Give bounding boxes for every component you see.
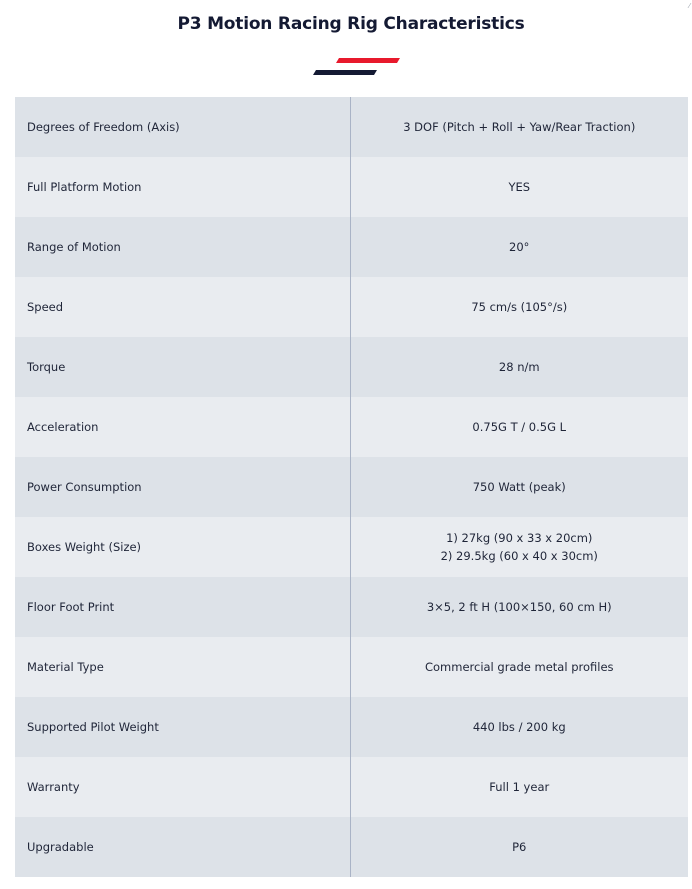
spec-label: Supported Pilot Weight (15, 697, 350, 757)
accent-stripe-navy (313, 70, 377, 75)
spec-value-line: 750 Watt (peak) (472, 480, 566, 494)
spec-value-line: YES (508, 180, 531, 194)
spec-row (15, 337, 688, 397)
spec-value-line: 1) 27kg (90 x 33 x 20cm) (446, 531, 593, 545)
spec-value (350, 757, 688, 817)
spec-table-body (15, 97, 688, 877)
spec-value-line: 440 lbs / 200 kg (472, 720, 566, 734)
spec-row (15, 637, 688, 697)
accent-stripe-red (336, 58, 400, 63)
spec-value (350, 517, 688, 577)
spec-value (350, 397, 688, 457)
spec-value-line: 3 DOF (Pitch + Roll + Yaw/Rear Traction) (403, 120, 636, 134)
spec-value (350, 457, 688, 517)
spec-label: Degrees of Freedom (Axis) (15, 97, 350, 157)
title-accent-stripes-icon (312, 57, 402, 77)
spec-value-line: 20° (509, 240, 530, 254)
page-title: P3 Motion Racing Rig Characteristics (177, 14, 525, 34)
spec-row (15, 217, 688, 277)
spec-label: Warranty (15, 757, 350, 817)
spec-row (15, 397, 688, 457)
spec-label: Boxes Weight (Size) (15, 517, 350, 577)
spec-value (350, 157, 688, 217)
spec-label: Material Type (15, 637, 350, 697)
spec-value (350, 637, 688, 697)
spec-value-line: 0.75G T / 0.5G L (472, 420, 567, 434)
spec-value-line: 3×5, 2 ft H (100×150, 60 cm H) (426, 600, 612, 614)
spec-value (350, 817, 688, 877)
spec-value-line: P6 (512, 840, 527, 854)
spec-value-line: 2) 29.5kg (60 x 40 x 30cm) (440, 549, 598, 563)
spec-value (350, 217, 688, 277)
spec-value (350, 697, 688, 757)
spec-value-line: 75 cm/s (105°/s) (471, 300, 568, 314)
spec-row (15, 457, 688, 517)
spec-value (350, 337, 688, 397)
spec-table (15, 97, 688, 877)
spec-label: Upgradable (15, 817, 350, 877)
spec-value (350, 97, 688, 157)
spec-value-line: Commercial grade metal profiles (424, 660, 614, 674)
spec-value-line: Full 1 year (489, 780, 550, 794)
spec-value-line: 28 n/m (498, 360, 540, 374)
spec-label: Range of Motion (15, 217, 350, 277)
corner-mark: ⁄ (688, 2, 690, 10)
spec-value (350, 277, 688, 337)
spec-row (15, 517, 688, 577)
spec-row (15, 277, 688, 337)
spec-row (15, 817, 688, 877)
spec-row (15, 697, 688, 757)
spec-label: Full Platform Motion (15, 157, 350, 217)
spec-row (15, 97, 688, 157)
spec-row (15, 157, 688, 217)
spec-row (15, 577, 688, 637)
spec-label: Floor Foot Print (15, 577, 350, 637)
spec-label: Speed (15, 277, 350, 337)
spec-label: Acceleration (15, 397, 350, 457)
spec-value (350, 577, 688, 637)
spec-label: Torque (15, 337, 350, 397)
spec-row (15, 757, 688, 817)
spec-label: Power Consumption (15, 457, 350, 517)
